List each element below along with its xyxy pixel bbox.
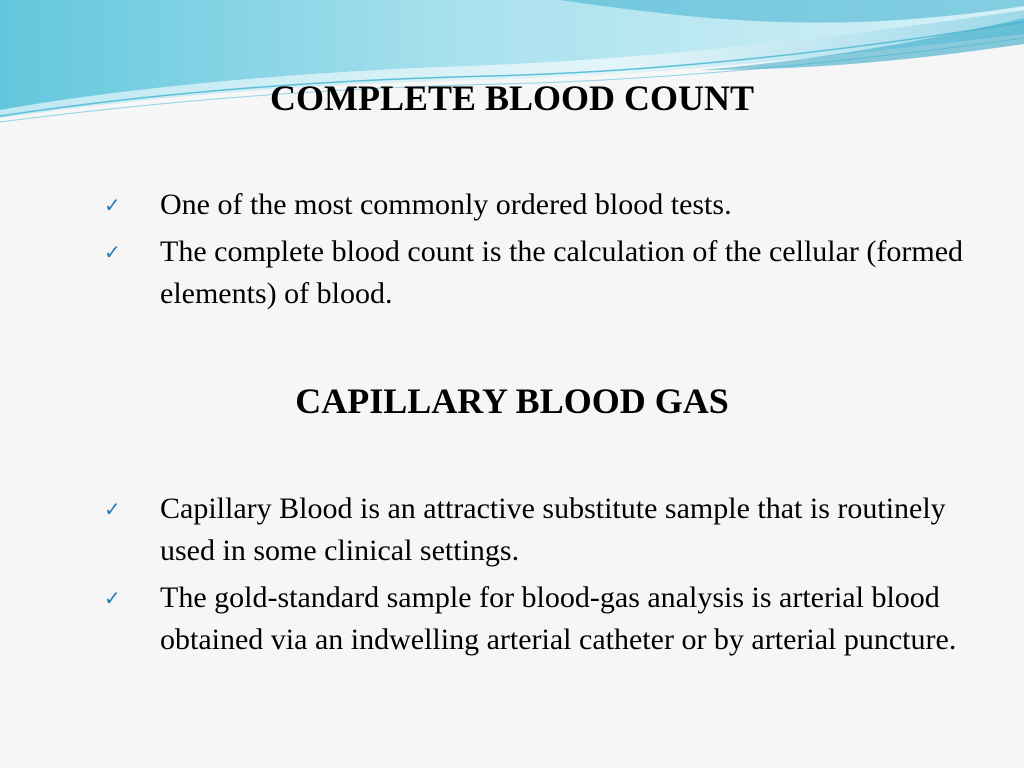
check-mark-icon: ✓ — [104, 193, 121, 217]
bullet-item — [104, 488, 964, 572]
section-heading-capillary-blood-gas: CAPILLARY BLOOD GAS — [295, 381, 729, 421]
bullet-item — [104, 231, 964, 315]
check-mark-icon: ✓ — [104, 497, 121, 521]
check-mark-icon: ✓ — [104, 586, 121, 610]
bullet-list-complete-blood-count — [104, 184, 964, 320]
bullet-text: Capillary Blood is an attractive substitute sample that is routinely used in some clinical settings. — [160, 492, 946, 567]
bullet-list-capillary-blood-gas — [104, 488, 964, 666]
bullet-text: The complete blood count is the calculation of the cellular (formed elements) of blood. — [160, 235, 964, 310]
bullet-item — [104, 577, 964, 661]
bullet-text: The gold-standard sample for blood-gas analysis is arterial blood obtained via an indwelling arterial catheter or by arterial puncture. — [160, 581, 957, 656]
bullet-text: One of the most commonly ordered blood tests. — [160, 188, 732, 221]
section-heading-complete-blood-count: COMPLETE BLOOD COUNT — [269, 78, 755, 118]
check-mark-icon: ✓ — [104, 240, 121, 264]
bullet-item — [104, 184, 964, 226]
